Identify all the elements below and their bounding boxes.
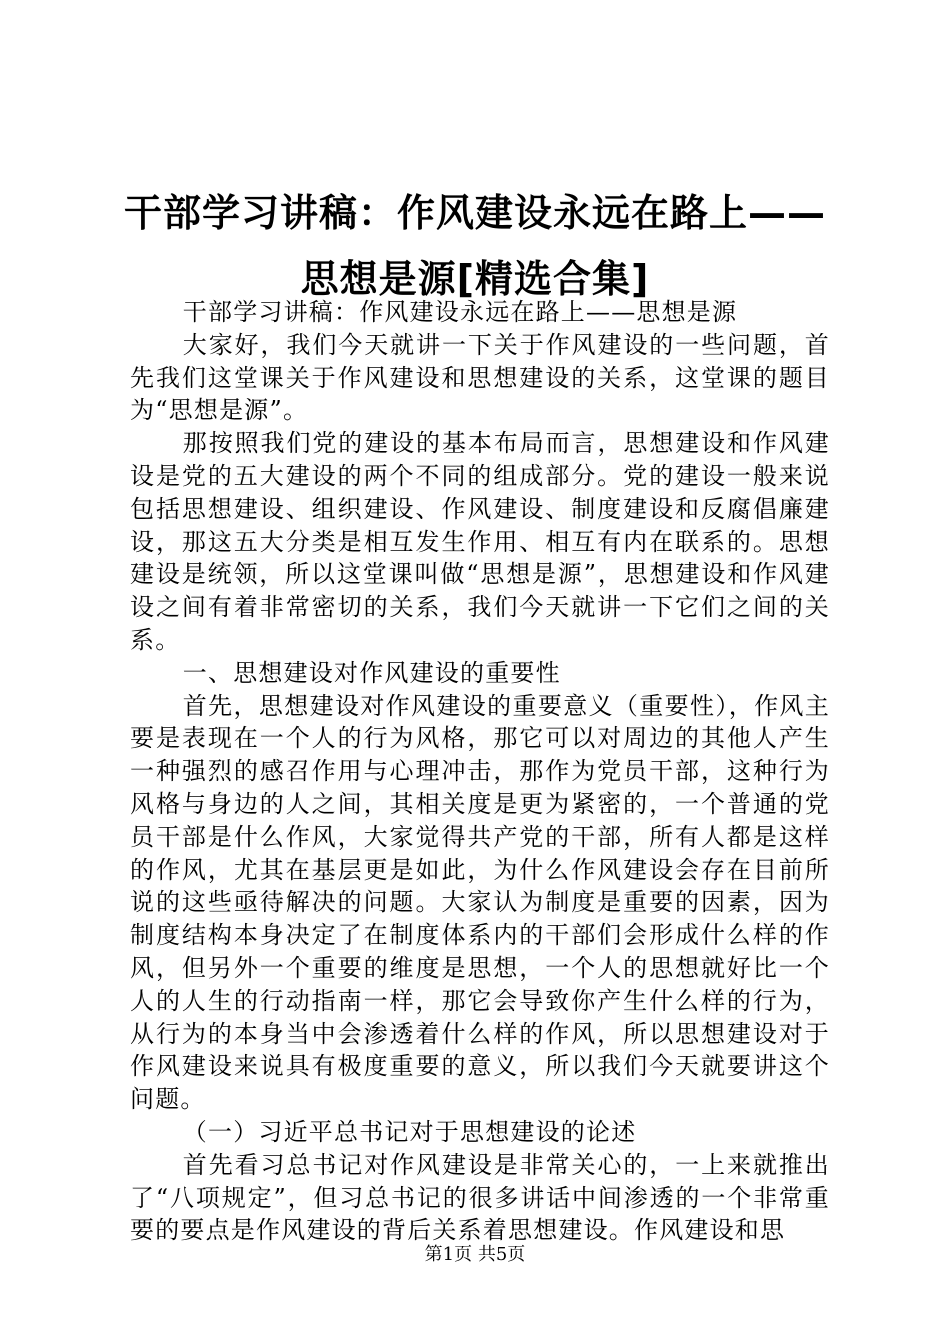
subtitle-paragraph: 干部学习讲稿：作风建设永远在路上——思想是源 <box>182 298 738 326</box>
body-paragraph: 那按照我们党的建设的基本布局而言，思想建设和作风建设是党的五大建设的两个不同的组成部分。党的建设一般来说包括思想建设、组织建设、作风建设、制度建设和反腐倡廉建设，那这五大分类是相互发生作用、相互有内在联系的。思想建设是统领，所以这堂课叫做“思想是源”，思想建设和作风建设之间有着非常密切的关系，我们今天就讲一下它们之间的关系。 <box>130 429 830 654</box>
subsection-heading: （一）习近平总书记对于思想建设的论述 <box>182 1117 637 1146</box>
section-heading: 一、思想建设对作风建设的重要性 <box>182 658 561 687</box>
document-title: 干部学习讲稿：作风建设永远在路上——思想是源[精选合集] <box>123 191 826 301</box>
body-paragraph: 大家好，我们今天就讲一下关于作风建设的一些问题，首先我们这堂课关于作风建设和思想建设的关系，这堂课的题目为“思想是源”。 <box>130 330 830 425</box>
body-paragraph: 首先看习总书记对作风建设是非常关心的，一上来就推出了“八项规定”，但习总书记的很多讲话中间渗透的一个非常重要的要点是作风建设的背后关系着思想建设。作风建设和思 <box>130 1150 830 1245</box>
body-paragraph: 首先，思想建设对作风建设的重要意义（重要性），作风主要是表现在一个人的行为风格，那它可以对周边的其他人产生一种强烈的感召作用与心理冲击，那作为党员干部，这种行为风格与身边的人之间，其相关度是更为紧密的，一个普通的党员干部是什么作风，大家觉得共产党的干部，所有人都是这样的作风，尤其在基层更是如此，为什么作风建设会存在目前所说的这些亟待解决的问题。大家认为制度是重要的因素，因为制度结构本身决定了在制度体系内的干部们会形成什么样的作风，但另外一个重要的维度是思想，一个人的思想就好比一个人的人生的行动指南一样，那它会导致你产生什么样的行为，从行为的本身当中会渗透着什么样的作风，所以思想建设对于作风建设来说具有极度重要的意义，所以我们今天就要讲这个问题。 <box>130 691 830 1114</box>
page-footer: 第1页 共5页 <box>424 1244 526 1265</box>
document-body <box>130 296 830 1247</box>
